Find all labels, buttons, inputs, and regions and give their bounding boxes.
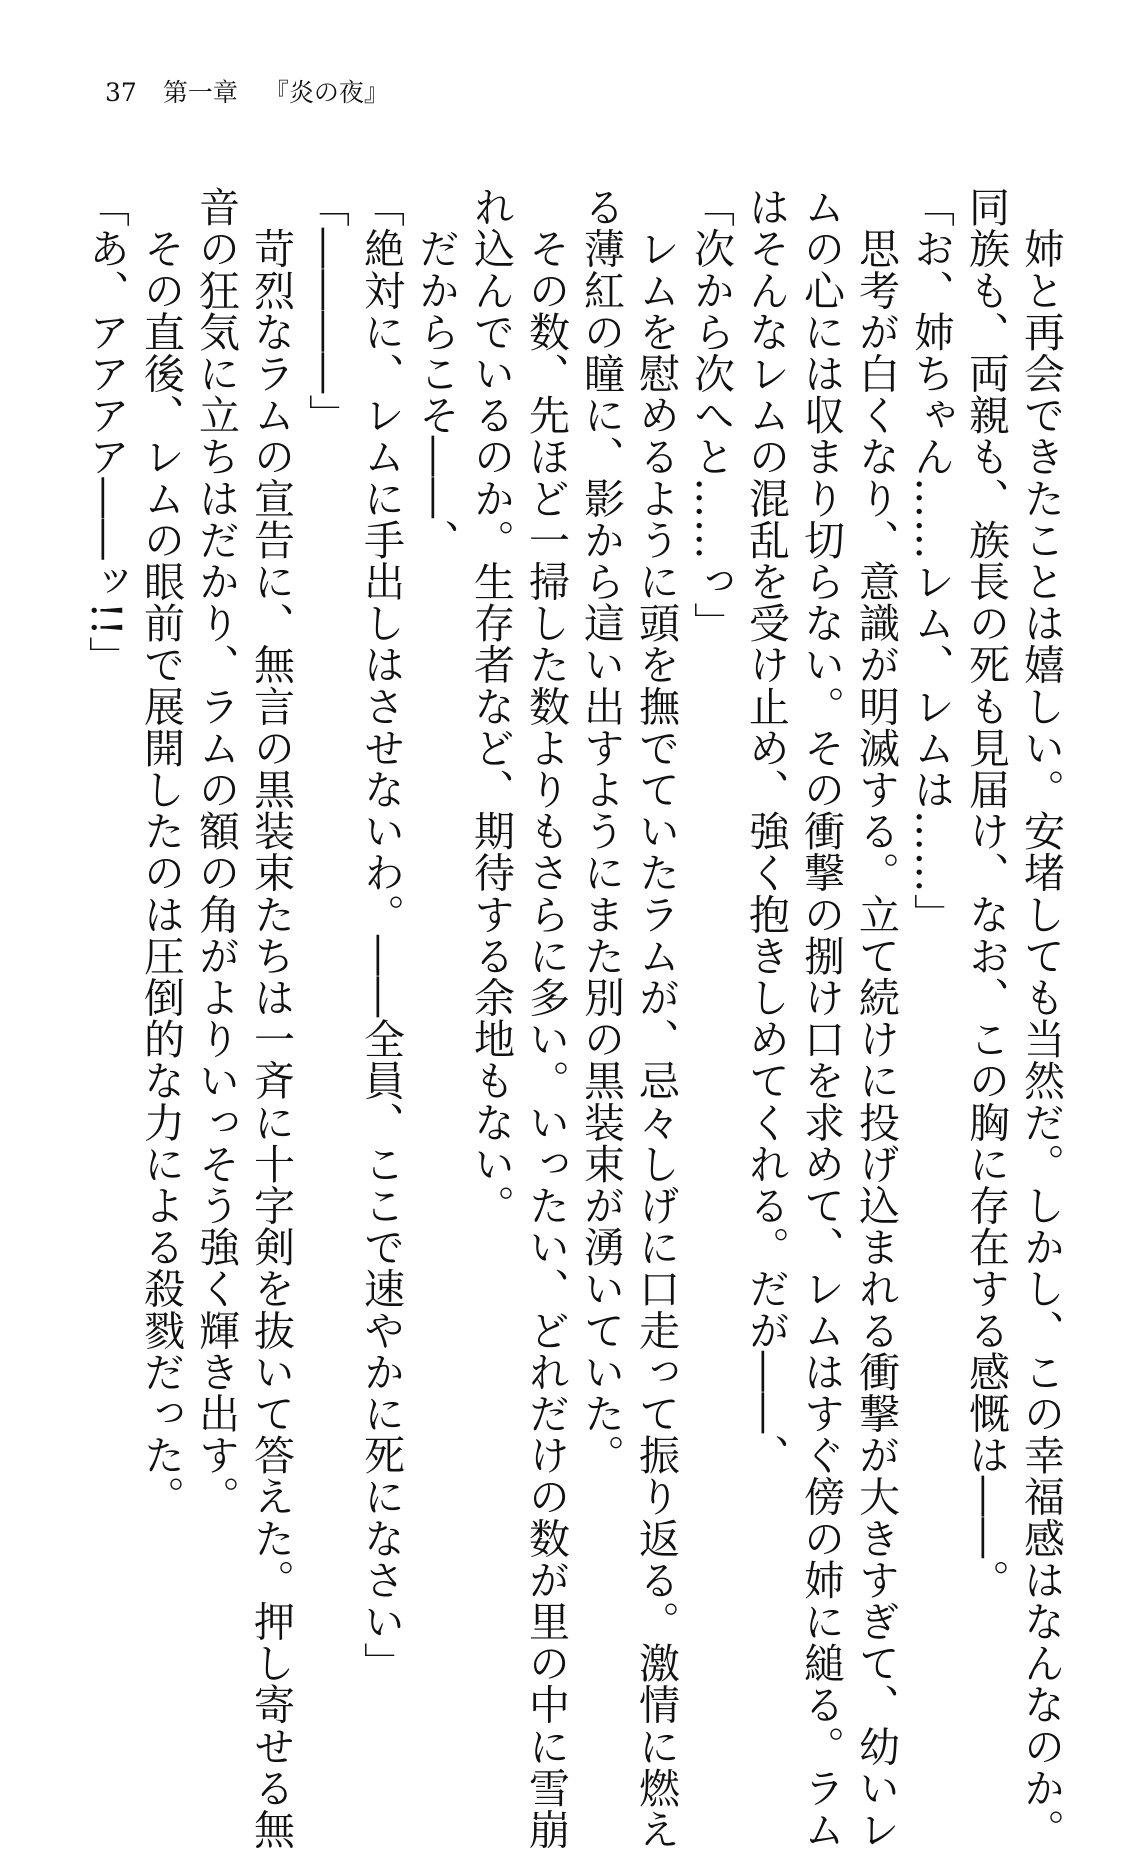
- text-line: 思考が白くなり、意識が明滅する。立て続けに投げ込まれる衝撃が大きすぎて、幼いレ: [852, 186, 900, 1850]
- text-line: だからこそ――、: [412, 186, 460, 561]
- text-line: 苛烈なラムの宣告に、無言の黒装束たちは一斉に十字剣を抜いて答えた。押し寄せる無: [247, 186, 295, 1850]
- text-line: 同族も、両親も、族長の死も見届け、なお、この胸に存在する感慨は――。: [962, 186, 1010, 1601]
- page-number: 37: [105, 78, 137, 107]
- text-line: ムの心には収まり切らない。その衝撃の捌け口を求めて、レムはすぐ傍の姉に縋る。ラム: [797, 186, 845, 1850]
- text-line: 「絶対に、レムに手出しはさせないわ。――全員、ここで速やかに死になさい」: [357, 186, 405, 1684]
- running-header: [105, 78, 415, 108]
- chapter-label: 第一章: [162, 78, 238, 107]
- text-line: 音の狂気に立ちはだかり、ラムの額の角がよりいっそう強く輝き出す。: [192, 186, 240, 1518]
- chapter-title: 『炎の夜』: [263, 78, 389, 107]
- text-line: る薄紅の瞳に、影から這い出すようにまた別の黒装束が湧いていた。: [577, 186, 625, 1476]
- vertical-body-text: [78, 186, 1068, 1850]
- text-line: レムを慰めるように頭を撫でていたラムが、忌々しげに口走って振り返る。激情に燃え: [632, 186, 680, 1850]
- text-line: れ込んでいるのか。生存者など、期待する余地もない。: [467, 186, 515, 1226]
- text-line: その直後、レムの眼前で展開したのは圧倒的な力による殺戮だった。: [137, 186, 185, 1518]
- text-line: その数、先ほど一掃した数よりもさらに多い。いったい、どれだけの数が里の中に雪崩: [522, 186, 570, 1850]
- text-line: 「――――」: [302, 186, 350, 436]
- text-line: 「あ、アアアア――ッ!!」: [82, 186, 130, 678]
- text-line: 「次から次へと……っ」: [687, 186, 735, 644]
- text-line: 「お、姉ちゃん……レム、レムは……」: [907, 186, 955, 935]
- text-line: 姉と再会できたことは嬉しい。安堵しても当然だ。しかし、この幸福感はなんなのか。: [1017, 186, 1065, 1850]
- text-line: はそんなレムの混乱を受け止め、強く抱きしめてくれる。だが――、: [742, 186, 790, 1476]
